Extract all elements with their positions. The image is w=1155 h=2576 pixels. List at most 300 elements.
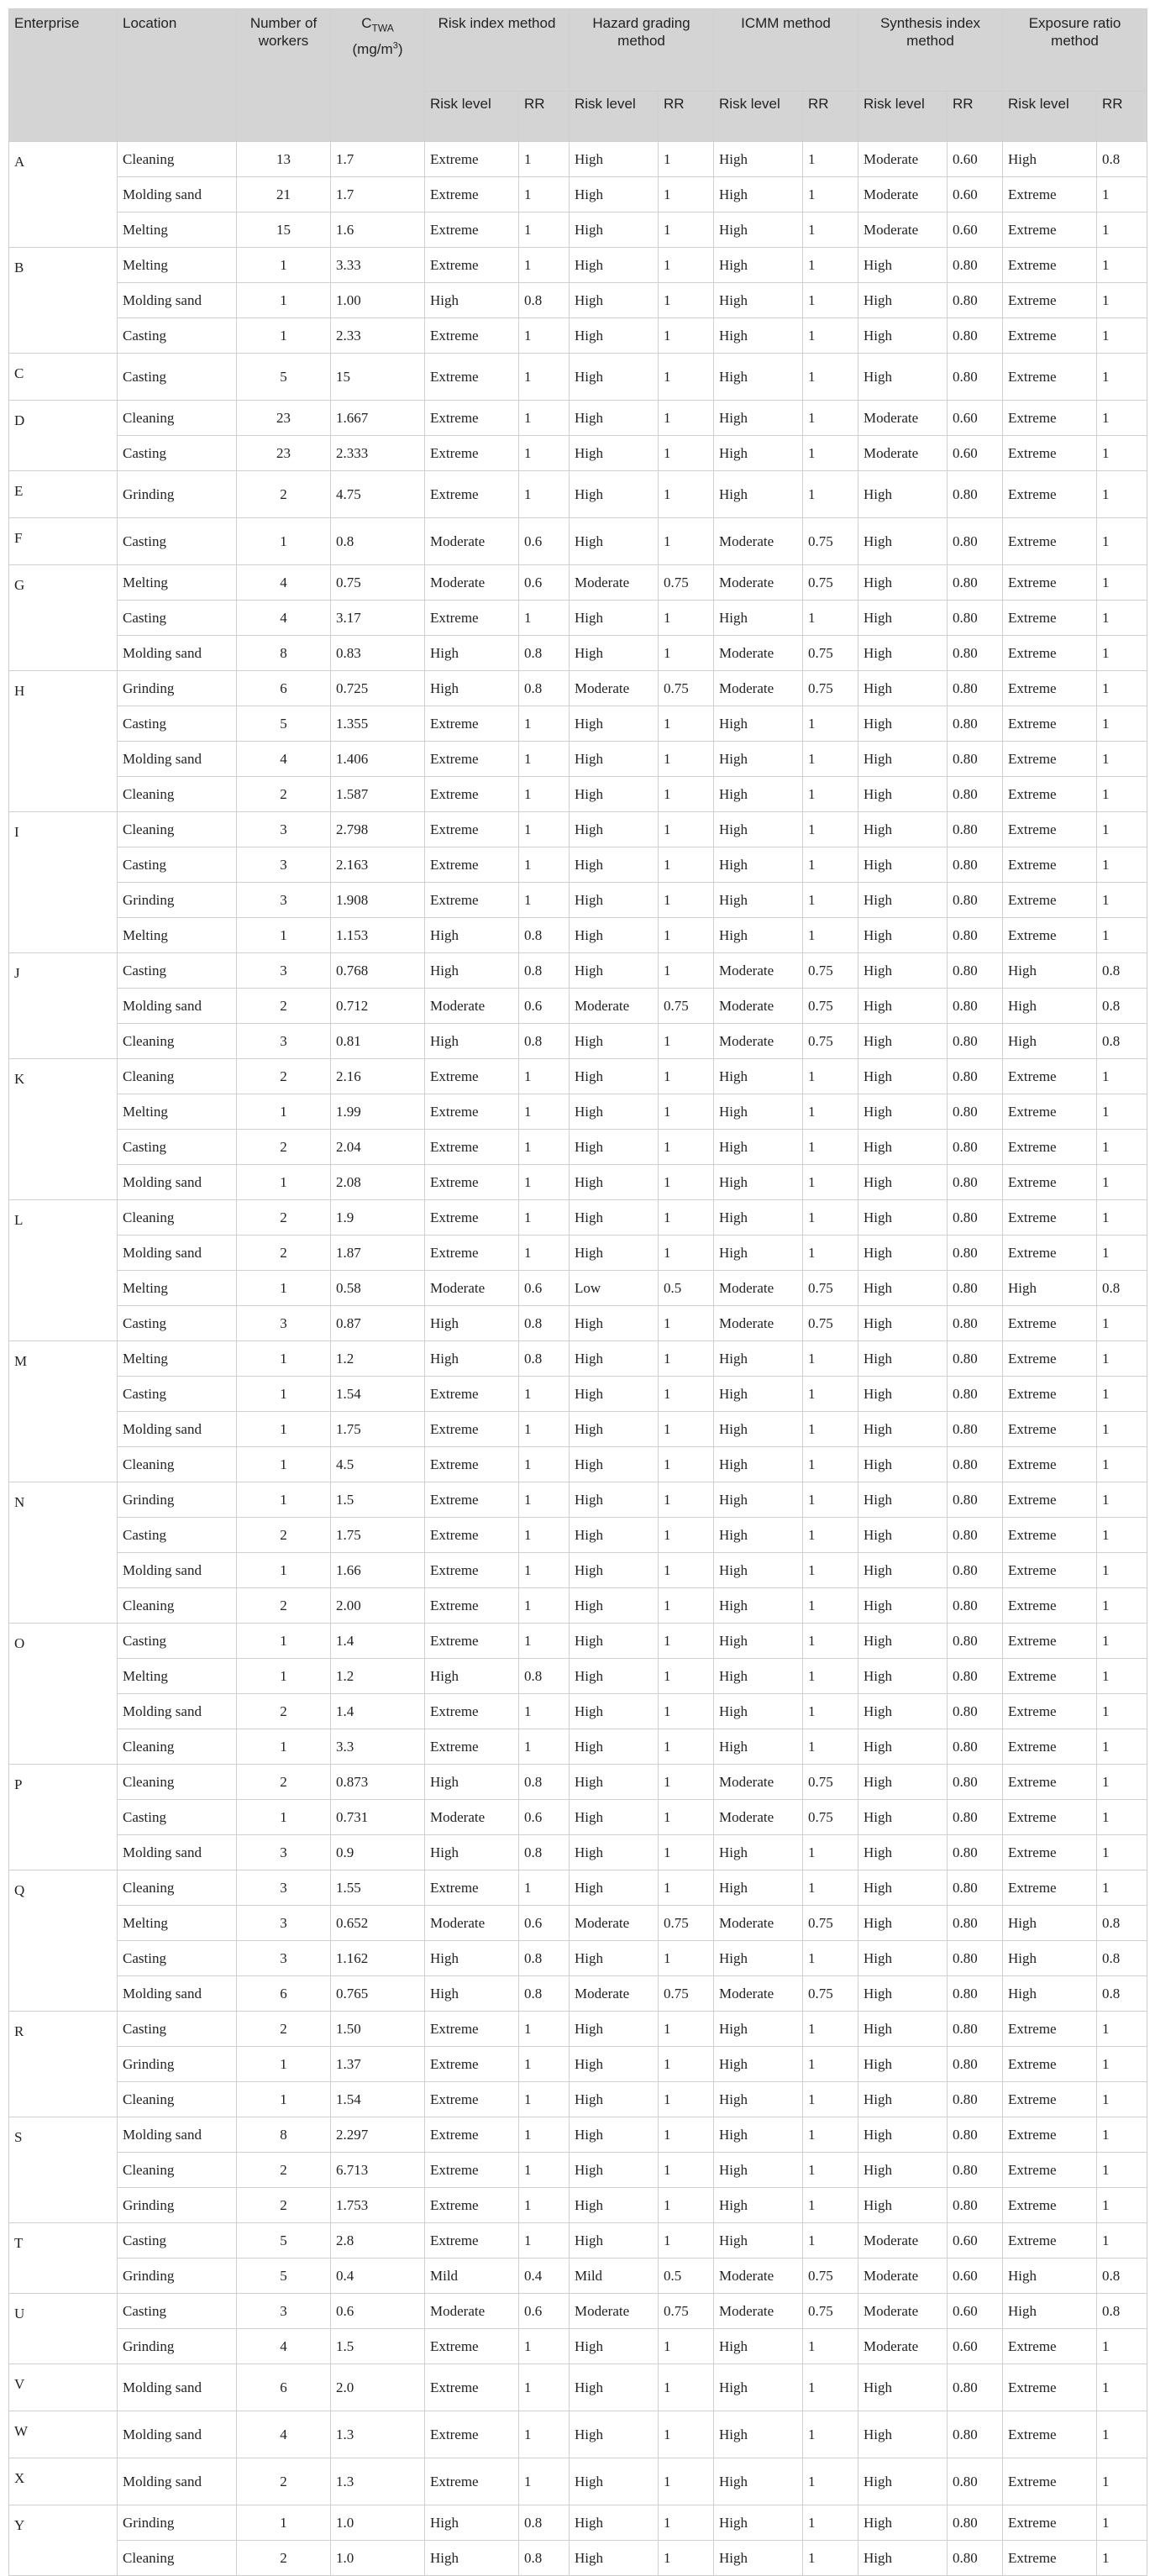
icmm-level-cell: High: [714, 2153, 803, 2188]
risk-index-rr-cell: 1: [519, 601, 570, 636]
icmm-level-cell: High: [714, 1941, 803, 1976]
risk-index-level-cell: Extreme: [425, 1588, 519, 1624]
synthesis-index-level-cell: High: [858, 354, 948, 401]
risk-index-rr-cell: 1: [519, 318, 570, 354]
synthesis-index-level-cell: High: [858, 1447, 948, 1482]
synthesis-index-rr-cell: 0.60: [948, 2329, 1003, 2364]
workers-cell: 2: [237, 1130, 331, 1165]
risk-index-rr-cell: 1: [519, 847, 570, 883]
icmm-level-cell: High: [714, 2541, 803, 2576]
risk-index-rr-cell: 1: [519, 2223, 570, 2259]
workers-cell: 2: [237, 2541, 331, 2576]
hazard-grading-level-cell: High: [570, 2541, 659, 2576]
table-row: [9, 1412, 1147, 1447]
icmm-level-cell: Moderate: [714, 989, 803, 1024]
workers-cell: 3: [237, 847, 331, 883]
ctwa-cell: 1.355: [331, 706, 425, 742]
risk-index-level-cell: Extreme: [425, 2117, 519, 2153]
risk-index-level-cell: Extreme: [425, 706, 519, 742]
synthesis-index-level-cell: High: [858, 1024, 948, 1059]
location-cell: Casting: [118, 1624, 237, 1659]
ctwa-cell: 1.3: [331, 2411, 425, 2458]
location-cell: Cleaning: [118, 1059, 237, 1094]
hazard-grading-level-cell: High: [570, 1341, 659, 1377]
risk-index-rr-cell: 1: [519, 142, 570, 177]
exposure-ratio-rr-cell: 1: [1097, 283, 1147, 318]
synthesis-index-level-cell: High: [858, 1729, 948, 1765]
exposure-ratio-rr-cell: 1: [1097, 2411, 1147, 2458]
exposure-ratio-rr-cell: 1: [1097, 2082, 1147, 2117]
location-cell: Melting: [118, 248, 237, 283]
workers-cell: 8: [237, 2117, 331, 2153]
icmm-rr-cell: 1: [803, 601, 858, 636]
exposure-ratio-level-cell: Extreme: [1003, 1412, 1097, 1447]
enterprise-header: Enterprise: [9, 9, 118, 142]
hazard-grading-rr-cell: 1: [659, 742, 714, 777]
ctwa-cell: 2.33: [331, 318, 425, 354]
hazard-grading-rr-cell: 1: [659, 471, 714, 518]
synthesis-index-rr-cell: 0.80: [948, 989, 1003, 1024]
ctwa-cell: 0.87: [331, 1306, 425, 1341]
exposure-ratio-rr-cell: 1: [1097, 1553, 1147, 1588]
ctwa-cell: 1.00: [331, 283, 425, 318]
synthesis-index-rr-cell: 0.80: [948, 671, 1003, 706]
synthesis-index-level-cell: High: [858, 1694, 948, 1729]
hazard-grading-level-cell: High: [570, 518, 659, 565]
exposure-ratio-rr-cell: 0.8: [1097, 953, 1147, 989]
workers-cell: 15: [237, 212, 331, 248]
table-row: [9, 953, 1147, 989]
exposure-ratio-level-cell: Extreme: [1003, 1236, 1097, 1271]
risk-index-rr-cell: 1: [519, 177, 570, 212]
ctwa-cell: 2.333: [331, 436, 425, 471]
hazard-grading-level-cell: High: [570, 1200, 659, 1236]
risk-index-level-cell: Extreme: [425, 1447, 519, 1482]
ctwa-cell: 15: [331, 354, 425, 401]
risk-index-level-cell: Extreme: [425, 1518, 519, 1553]
workers-cell: 2: [237, 2458, 331, 2505]
risk-index-level-cell: High: [425, 1765, 519, 1800]
risk-index-rr-cell: 0.8: [519, 1341, 570, 1377]
synthesis-index-rr-cell: 0.80: [948, 2541, 1003, 2576]
table-row: [9, 1271, 1147, 1306]
icmm-level-cell: High: [714, 2329, 803, 2364]
workers-cell: 2: [237, 1200, 331, 1236]
exposure-ratio-rr-cell: 1: [1097, 1482, 1147, 1518]
synthesis-index-level-cell: Moderate: [858, 2329, 948, 2364]
risk-index-level-cell: Extreme: [425, 2411, 519, 2458]
location-cell: Melting: [118, 1271, 237, 1306]
workers-cell: 2: [237, 1518, 331, 1553]
icmm-rr-cell: 1: [803, 2329, 858, 2364]
exposure-ratio-level-cell: Extreme: [1003, 1835, 1097, 1870]
ctwa-cell: 2.798: [331, 812, 425, 847]
risk-index-level-cell: Extreme: [425, 1094, 519, 1130]
table-row: [9, 1165, 1147, 1200]
icmm-level-cell: Moderate: [714, 1906, 803, 1941]
exposure-ratio-rr-cell: 1: [1097, 2012, 1147, 2047]
synthesis-index-level-cell: Moderate: [858, 2259, 948, 2294]
synthesis-index-rr-cell: 0.80: [948, 1200, 1003, 1236]
risk-index-rr-cell: 0.8: [519, 953, 570, 989]
location-cell: Cleaning: [118, 2082, 237, 2117]
exposure-ratio-level-cell: Extreme: [1003, 436, 1097, 471]
hazard-grading-level-cell: High: [570, 1377, 659, 1412]
table-row: [9, 2364, 1147, 2411]
icmm-level-cell: High: [714, 1094, 803, 1130]
exposure-ratio-level-cell: Extreme: [1003, 1870, 1097, 1906]
workers-cell: 21: [237, 177, 331, 212]
exposure-ratio-rr-cell: 1: [1097, 671, 1147, 706]
location-cell: Grinding: [118, 471, 237, 518]
synthesis-index-rr-cell: 0.80: [948, 1447, 1003, 1482]
hazard-grading-rr-cell: 1: [659, 1482, 714, 1518]
workers-cell: 1: [237, 318, 331, 354]
enterprise-cell: V: [9, 2364, 118, 2411]
risk-index-level-cell: Extreme: [425, 1059, 519, 1094]
risk-index-rr-cell: 1: [519, 2047, 570, 2082]
hazard-grading-level-cell: High: [570, 1624, 659, 1659]
synthesis-index-rr-cell: 0.80: [948, 565, 1003, 601]
synthesis-index-rr-cell: 0.80: [948, 1624, 1003, 1659]
risk-index-level-cell: High: [425, 283, 519, 318]
risk-index-level-cell: Extreme: [425, 2047, 519, 2082]
hazard-grading-rr-cell: 1: [659, 2047, 714, 2082]
exposure-ratio-rr-cell: 1: [1097, 1624, 1147, 1659]
workers-cell: 5: [237, 2223, 331, 2259]
synthesis-index-level-cell: High: [858, 2541, 948, 2576]
risk-index-rr-cell: 0.8: [519, 2505, 570, 2541]
table-row: [9, 636, 1147, 671]
risk-index-rr-cell: 1: [519, 1412, 570, 1447]
icmm-rr-cell: 0.75: [803, 1024, 858, 1059]
workers-cell: 2: [237, 1588, 331, 1624]
exposure-ratio-level-cell: Extreme: [1003, 1588, 1097, 1624]
exposure-ratio-level-cell: Extreme: [1003, 918, 1097, 953]
synthesis-index-rr-cell: 0.60: [948, 2294, 1003, 2329]
workers-cell: 4: [237, 2411, 331, 2458]
table-row: [9, 2259, 1147, 2294]
synthesis-index-rr-cell: 0.80: [948, 1659, 1003, 1694]
synthesis-index-level-cell: High: [858, 1236, 948, 1271]
workers-cell: 2: [237, 471, 331, 518]
synthesis-index-level-cell: High: [858, 1482, 948, 1518]
ctwa-cell: 1.406: [331, 742, 425, 777]
hazard-grading-rr-cell: 1: [659, 1059, 714, 1094]
ctwa-cell: 1.5: [331, 1482, 425, 1518]
risk-index-level-cell: Extreme: [425, 401, 519, 436]
table-row: [9, 1588, 1147, 1624]
enterprise-cell: J: [9, 953, 118, 1059]
workers-cell: 1: [237, 518, 331, 565]
risk-index-level-cell: High: [425, 953, 519, 989]
synthesis-index-rr-cell: 0.80: [948, 2047, 1003, 2082]
location-cell: Cleaning: [118, 2541, 237, 2576]
exposure-ratio-level-cell: High: [1003, 1024, 1097, 1059]
exposure-ratio-rr-cell: 0.8: [1097, 989, 1147, 1024]
icmm-rr-cell: 1: [803, 742, 858, 777]
risk-index-rr-cell: 1: [519, 2012, 570, 2047]
hazard-grading-level-cell: High: [570, 2117, 659, 2153]
synthesis-index-rr-cell: 0.80: [948, 1694, 1003, 1729]
hazard-grading-rr-cell: 1: [659, 636, 714, 671]
icmm-rr-cell: 1: [803, 2505, 858, 2541]
icmm-level-cell: High: [714, 1130, 803, 1165]
workers-cell: 1: [237, 1165, 331, 1200]
exposure-ratio-rr-cell: 1: [1097, 2188, 1147, 2223]
table-row: [9, 2012, 1147, 2047]
icmm-level-cell: High: [714, 777, 803, 812]
exposure-ratio-level-cell: Extreme: [1003, 2541, 1097, 2576]
icmm-rr-cell: 1: [803, 248, 858, 283]
table-row: [9, 1729, 1147, 1765]
risk-index-rr-cell: 0.6: [519, 565, 570, 601]
ctwa-cell: 2.08: [331, 1165, 425, 1200]
exposure-ratio-rr-cell: 1: [1097, 777, 1147, 812]
hazard-grading-level-cell: Moderate: [570, 989, 659, 1024]
ctwa-cell: 1.37: [331, 2047, 425, 2082]
enterprise-cell: U: [9, 2294, 118, 2364]
risk-index-rr-cell: 1: [519, 2188, 570, 2223]
table-row: [9, 1130, 1147, 1165]
hazard-grading-rr-cell: 1: [659, 212, 714, 248]
workers-cell: 1: [237, 1412, 331, 1447]
exposure-ratio-level-cell: High: [1003, 1941, 1097, 1976]
icmm-level-cell: High: [714, 142, 803, 177]
icmm-rr-cell: 0.75: [803, 1800, 858, 1835]
workers-cell: 3: [237, 1024, 331, 1059]
exposure-ratio-level-cell: Extreme: [1003, 1729, 1097, 1765]
workers-cell: 3: [237, 1941, 331, 1976]
enterprise-cell: K: [9, 1059, 118, 1200]
ctwa-cell: 0.731: [331, 1800, 425, 1835]
location-cell: Casting: [118, 1941, 237, 1976]
icmm-level-cell: High: [714, 436, 803, 471]
risk-level-subheader: Risk level: [570, 92, 659, 142]
hazard-grading-rr-cell: 1: [659, 2012, 714, 2047]
exposure-ratio-rr-cell: 1: [1097, 1130, 1147, 1165]
workers-cell: 1: [237, 1624, 331, 1659]
workers-cell: 3: [237, 953, 331, 989]
risk-index-rr-cell: 1: [519, 2458, 570, 2505]
exposure-ratio-level-cell: Extreme: [1003, 2117, 1097, 2153]
icmm-rr-cell: 1: [803, 1482, 858, 1518]
hazard-grading-level-cell: High: [570, 1765, 659, 1800]
table-row: [9, 1518, 1147, 1553]
hazard-grading-level-cell: High: [570, 283, 659, 318]
hazard-grading-rr-cell: 0.75: [659, 2294, 714, 2329]
ctwa-cell: 1.54: [331, 1377, 425, 1412]
exposure-ratio-rr-cell: 1: [1097, 2505, 1147, 2541]
location-cell: Molding sand: [118, 1976, 237, 2012]
exposure-ratio-level-cell: Extreme: [1003, 1200, 1097, 1236]
risk-index-rr-cell: 1: [519, 1165, 570, 1200]
risk-index-level-cell: High: [425, 671, 519, 706]
risk-level-subheader: Risk level: [858, 92, 948, 142]
ctwa-cell: 0.873: [331, 1765, 425, 1800]
synthesis-index-level-cell: High: [858, 1130, 948, 1165]
icmm-rr-cell: 1: [803, 1941, 858, 1976]
ctwa-cell: 4.5: [331, 1447, 425, 1482]
synthesis-index-level-cell: Moderate: [858, 2223, 948, 2259]
location-cell: Melting: [118, 1094, 237, 1130]
hazard-grading-rr-cell: 1: [659, 1624, 714, 1659]
hazard-grading-rr-cell: 0.75: [659, 1906, 714, 1941]
hazard-grading-rr-cell: 1: [659, 1518, 714, 1553]
hazard-grading-rr-cell: 1: [659, 1377, 714, 1412]
ctwa-header: [331, 9, 425, 142]
ctwa-cell: 1.0: [331, 2541, 425, 2576]
table-row: [9, 518, 1147, 565]
table-row: [9, 401, 1147, 436]
synthesis-index-rr-cell: 0.60: [948, 212, 1003, 248]
exposure-ratio-rr-cell: 1: [1097, 318, 1147, 354]
exposure-ratio-level-cell: Extreme: [1003, 847, 1097, 883]
risk-index-rr-cell: 1: [519, 742, 570, 777]
icmm-level-cell: High: [714, 2411, 803, 2458]
risk-index-level-cell: Extreme: [425, 1553, 519, 1588]
hazard-grading-rr-cell: 1: [659, 2329, 714, 2364]
risk-index-level-cell: High: [425, 1835, 519, 1870]
hazard-grading-level-cell: High: [570, 436, 659, 471]
exposure-ratio-rr-cell: 1: [1097, 1870, 1147, 1906]
exposure-ratio-level-cell: Extreme: [1003, 2411, 1097, 2458]
workers-cell: 23: [237, 401, 331, 436]
exposure-ratio-level-cell: Extreme: [1003, 601, 1097, 636]
synthesis-index-level-cell: High: [858, 1412, 948, 1447]
icmm-rr-cell: 1: [803, 2082, 858, 2117]
hazard-grading-rr-cell: 1: [659, 142, 714, 177]
icmm-level-cell: High: [714, 1059, 803, 1094]
icmm-rr-cell: 0.75: [803, 1765, 858, 1800]
hazard-grading-level-cell: High: [570, 2411, 659, 2458]
risk-index-level-cell: High: [425, 2505, 519, 2541]
icmm-level-cell: High: [714, 918, 803, 953]
icmm-level-cell: High: [714, 2458, 803, 2505]
table-row: [9, 1200, 1147, 1236]
icmm-level-cell: Moderate: [714, 1976, 803, 2012]
workers-cell: 1: [237, 1482, 331, 1518]
hazard-grading-rr-cell: 1: [659, 1941, 714, 1976]
risk-assessment-table: [8, 8, 1147, 2576]
hazard-grading-level-cell: Mild: [570, 2259, 659, 2294]
workers-cell: 3: [237, 812, 331, 847]
location-cell: Cleaning: [118, 1200, 237, 1236]
synthesis-index-level-cell: High: [858, 2047, 948, 2082]
table-row: [9, 248, 1147, 283]
synthesis-index-level-cell: Moderate: [858, 401, 948, 436]
hazard-grading-level-cell: Moderate: [570, 671, 659, 706]
workers-cell: 2: [237, 2188, 331, 2223]
synthesis-index-level-cell: High: [858, 1800, 948, 1835]
synthesis-index-rr-cell: 0.80: [948, 706, 1003, 742]
exposure-ratio-rr-cell: 1: [1097, 565, 1147, 601]
synthesis-index-rr-cell: 0.80: [948, 777, 1003, 812]
ctwa-cell: 1.162: [331, 1941, 425, 1976]
location-cell: Casting: [118, 436, 237, 471]
synthesis-index-level-cell: High: [858, 2364, 948, 2411]
hazard-grading-level-cell: High: [570, 601, 659, 636]
risk-index-level-cell: Extreme: [425, 847, 519, 883]
exposure-ratio-level-cell: Extreme: [1003, 671, 1097, 706]
icmm-rr-cell: 1: [803, 401, 858, 436]
ctwa-cell: 0.765: [331, 1976, 425, 2012]
hazard-grading-rr-cell: 1: [659, 1306, 714, 1341]
synthesis-index-level-cell: Moderate: [858, 2294, 948, 2329]
risk-index-level-cell: Extreme: [425, 142, 519, 177]
synthesis-index-level-cell: High: [858, 1976, 948, 2012]
hazard-grading-rr-cell: 1: [659, 2117, 714, 2153]
location-cell: Casting: [118, 847, 237, 883]
synthesis-index-level-cell: High: [858, 1870, 948, 1906]
enterprise-cell: Y: [9, 2505, 118, 2576]
risk-index-rr-cell: 1: [519, 212, 570, 248]
hazard-grading-level-cell: High: [570, 2012, 659, 2047]
hazard-grading-level-cell: High: [570, 1553, 659, 1588]
exposure-ratio-rr-cell: 0.8: [1097, 1271, 1147, 1306]
hazard-grading-rr-cell: 0.75: [659, 565, 714, 601]
synthesis-index-level-cell: High: [858, 2188, 948, 2223]
exposure-ratio-rr-cell: 1: [1097, 1800, 1147, 1835]
synthesis-index-rr-cell: 0.80: [948, 2364, 1003, 2411]
icmm-rr-cell: 1: [803, 318, 858, 354]
table-row: [9, 2188, 1147, 2223]
enterprise-cell: A: [9, 142, 118, 248]
exposure-ratio-rr-cell: 0.8: [1097, 2259, 1147, 2294]
risk-index-rr-cell: 0.6: [519, 989, 570, 1024]
exposure-ratio-rr-cell: 1: [1097, 918, 1147, 953]
workers-cell: 1: [237, 283, 331, 318]
icmm-level-cell: High: [714, 847, 803, 883]
risk-index-rr-cell: 0.6: [519, 1800, 570, 1835]
location-cell: Grinding: [118, 2188, 237, 2223]
icmm-rr-cell: 1: [803, 2458, 858, 2505]
exposure-ratio-level-cell: Extreme: [1003, 2505, 1097, 2541]
exposure-ratio-level-cell: Extreme: [1003, 2223, 1097, 2259]
rr-subheader: RR: [659, 92, 714, 142]
ctwa-cell: 0.712: [331, 989, 425, 1024]
hazard-grading-rr-cell: 1: [659, 283, 714, 318]
exposure-ratio-level-cell: Extreme: [1003, 471, 1097, 518]
rr-subheader: RR: [803, 92, 858, 142]
location-header: Location: [118, 9, 237, 142]
location-cell: Melting: [118, 212, 237, 248]
risk-index-level-cell: High: [425, 636, 519, 671]
workers-cell: 2: [237, 1236, 331, 1271]
synthesis-index-rr-cell: 0.60: [948, 2223, 1003, 2259]
exposure-ratio-level-cell: Extreme: [1003, 1341, 1097, 1377]
workers-cell: 3: [237, 1870, 331, 1906]
location-cell: Cleaning: [118, 1729, 237, 1765]
table-row: [9, 2223, 1147, 2259]
icmm-level-cell: High: [714, 471, 803, 518]
synthesis-index-rr-cell: 0.80: [948, 1059, 1003, 1094]
risk-index-level-cell: Mild: [425, 2259, 519, 2294]
ctwa-unit: $(mg/m^3)$: [352, 40, 403, 58]
exposure-ratio-rr-cell: 1: [1097, 636, 1147, 671]
exposure-ratio-rr-cell: 1: [1097, 1835, 1147, 1870]
location-cell: Casting: [118, 518, 237, 565]
synthesis-index-rr-cell: 0.80: [948, 1094, 1003, 1130]
hazard-grading-rr-cell: 1: [659, 1870, 714, 1906]
icmm-rr-cell: 0.75: [803, 1306, 858, 1341]
risk-index-rr-cell: 1: [519, 2364, 570, 2411]
table-row: [9, 1341, 1147, 1377]
icmm-level-cell: High: [714, 318, 803, 354]
location-cell: Molding sand: [118, 1835, 237, 1870]
risk-index-level-cell: Extreme: [425, 177, 519, 212]
exposure-ratio-level-cell: Extreme: [1003, 401, 1097, 436]
